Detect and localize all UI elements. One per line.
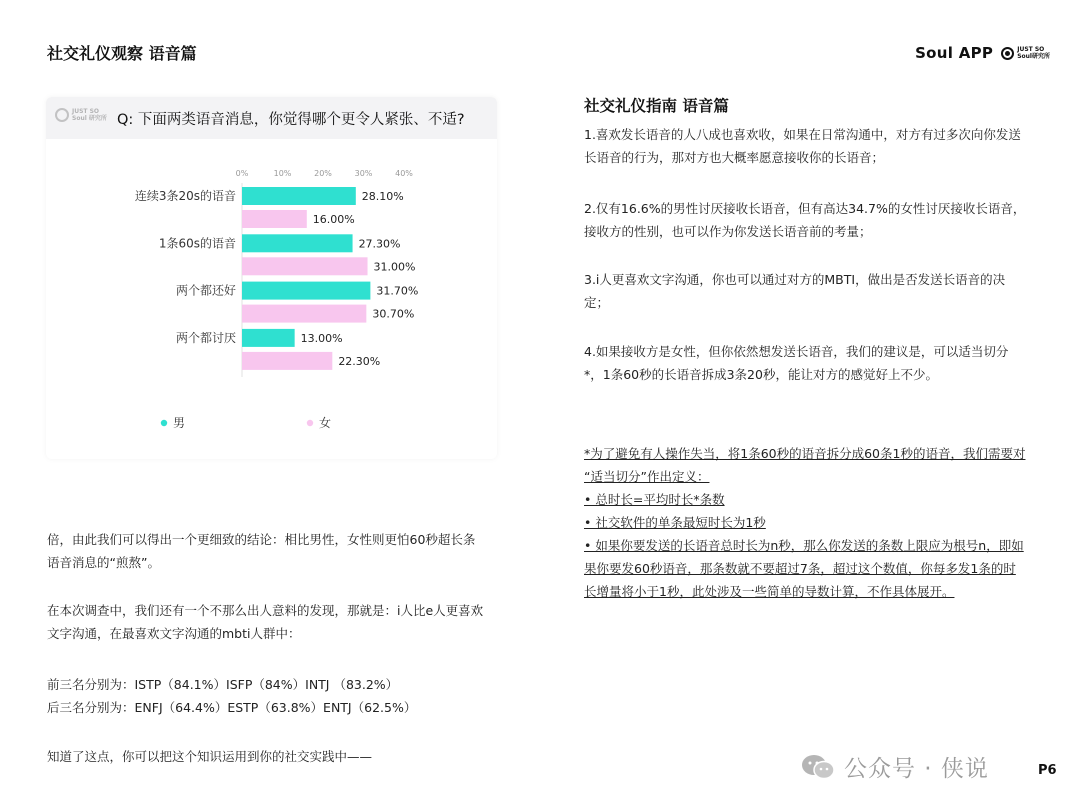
left-paragraph-2: [47, 599, 517, 645]
guide-item-2: [584, 197, 1040, 243]
legend-swatch: [161, 420, 167, 426]
left-paragraph-2-line-2: 文字沟通，在最喜欢文字沟通的mbti人群中：: [47, 626, 301, 641]
bar-chart: [46, 97, 497, 459]
mbti-ranking: [47, 673, 517, 719]
page-number: P6: [1038, 763, 1057, 778]
question-logo-line-1: JUST SO: [72, 108, 100, 115]
bar-female: [242, 210, 307, 228]
data-label: 31.70%: [376, 284, 419, 298]
left-paragraph-1: [47, 528, 517, 574]
x-tick-label: 0%: [235, 169, 249, 178]
x-tick-label: 40%: [395, 169, 413, 178]
footnote-line-5: • 如果你要发送的长语音总时长为n秒，那么你发送的条数上限应为根号n，即如: [584, 538, 1024, 553]
x-tick-label: 20%: [314, 169, 332, 178]
category-label: 两个都讨厌: [175, 330, 236, 345]
guide-item-4-line-2: *，1条60秒的长语音拆成3条20秒，能让对方的感觉好上不少。: [584, 367, 938, 382]
guide-item-3-line-1: 3.i人更喜欢文字沟通，你也可以通过对方的MBTI，做出是否发送长语音的决: [584, 272, 1006, 287]
footnote-line-1: *为了避免有人操作失当，将1条60秒的语音拆分成60条1秒的语音，我们需要对: [584, 446, 1026, 461]
left-paragraph-1-line-1: 倍，由此我们可以得出一个更细致的结论：相比男性，女性则更怕60秒超长条: [47, 532, 476, 547]
guide-item-3: [584, 268, 1040, 314]
x-tick-label: 10%: [273, 169, 292, 178]
category-label: 连续3条20s的语音: [134, 189, 236, 203]
legend-label: 女: [319, 416, 332, 430]
brand-logo-line-1: JUST SO: [1017, 46, 1045, 53]
data-label: 31.00%: [373, 260, 416, 274]
brand-logo: [1001, 46, 1050, 60]
footnote-line-3: • 总时长=平均时长*条数: [584, 492, 725, 507]
data-label: 30.70%: [372, 307, 415, 321]
guide-item-2-line-1: 2.仅有16.6%的男性讨厌接收长语音，但有高达34.7%的女性讨厌接收长语音，: [584, 201, 1026, 216]
x-tick-label: 30%: [354, 169, 373, 178]
wechat-icon: [800, 753, 836, 781]
footnote: [584, 442, 1044, 603]
guide-title: 社交礼仪指南 语音篇: [584, 97, 729, 115]
footnote-line-7: 长增量将小于1秒，此处涉及一些简单的导数计算，不作具体展开。: [584, 584, 955, 599]
bar-female: [242, 305, 366, 323]
guide-item-3-line-2: 定；: [584, 295, 610, 310]
left-paragraph-1-line-2: 语音消息的“煎熬”。: [47, 555, 160, 570]
guide-item-2-line-2: 接收方的性别，也可以作为你发送长语音前的考量；: [584, 224, 872, 239]
left-paragraph-2-line-1: 在本次调查中，我们还有一个不那么出人意料的发现，那就是：i人比e人更喜欢: [47, 603, 484, 618]
bar-female: [242, 257, 368, 275]
guide-item-1-line-2: 长语音的行为，那对方也大概率愿意接收你的长语音；: [584, 150, 885, 165]
bottom3-line: 后三名分别为：ENFJ（64.4%）ESTP（63.8%）ENTJ（62.5%）: [47, 700, 417, 715]
brand-header: [915, 44, 1050, 62]
category-label: 两个都还好: [175, 283, 236, 298]
wechat-watermark: [800, 750, 989, 783]
brand-name: Soul APP: [915, 44, 994, 62]
bar-female: [242, 352, 332, 370]
question-text: Q: 下面两类语音消息，你觉得哪个更令人紧张、不适?: [117, 112, 465, 128]
guide-item-4: [584, 340, 1040, 386]
closing-line: 知道了这点，你可以把这个知识运用到你的社交实践中——: [47, 749, 373, 764]
footnote-line-6: 果你要发60秒语音，那条数就不要超过7条，超过这个数值，你每多发1条的时: [584, 561, 1016, 576]
legend-swatch: [307, 420, 313, 426]
footnote-line-2: “适当切分”作出定义：: [584, 469, 710, 484]
data-label: 27.30%: [358, 237, 401, 251]
watermark-text: 公众号 · 侠说: [844, 756, 989, 782]
data-label: 28.10%: [361, 190, 404, 203]
guide-item-1-line-1: 1.喜欢发长语音的人八成也喜欢收，如果在日常沟通中，对方有过多次向你发送: [584, 127, 1021, 142]
bar-male: [242, 329, 295, 347]
bar-male: [242, 282, 370, 300]
top3-line: 前三名分别为：ISTP（84.1%）ISFP（84%）INTJ （83.2%）: [47, 677, 399, 692]
guide-item-4-line-1: 4.如果接收方是女性，但你依然想发送长语音，我们的建议是，可以适当切分: [584, 344, 1009, 359]
chart-card: [46, 97, 497, 459]
legend-label: 男: [173, 416, 186, 430]
category-label: 1条60s的语音: [158, 236, 236, 251]
footnote-line-4: • 社交软件的单条最短时长为1秒: [584, 515, 766, 530]
data-label: 13.00%: [300, 331, 343, 345]
soul-logo-icon: [1001, 47, 1014, 60]
page-title: 社交礼仪观察 语音篇: [47, 44, 197, 63]
data-label: 16.00%: [312, 213, 355, 226]
question-logo-line-2: Soul 研究所: [72, 115, 107, 122]
brand-logo-line-2: Soul研究所: [1017, 53, 1050, 60]
bar-male: [242, 187, 356, 205]
data-label: 22.30%: [338, 354, 381, 368]
guide-item-1: [584, 123, 1040, 169]
bar-male: [242, 234, 353, 252]
